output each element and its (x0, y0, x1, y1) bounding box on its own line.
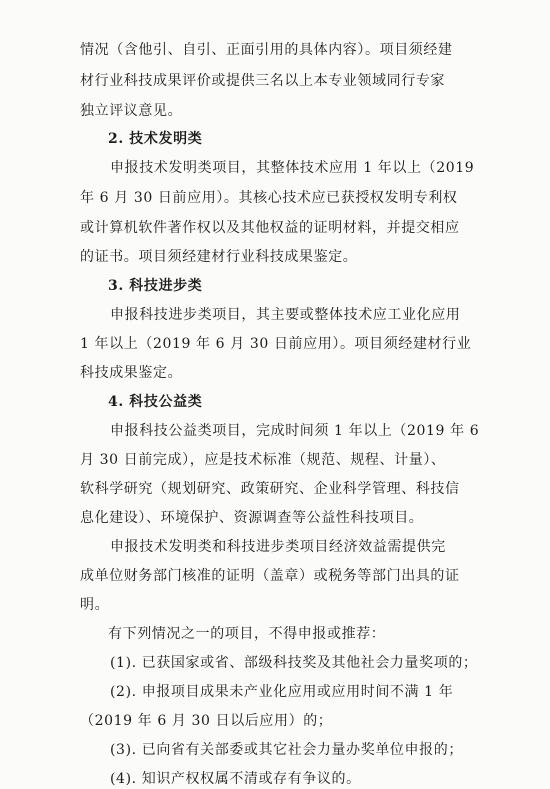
text-line: 明。 (80, 597, 110, 613)
section-heading: 3. 科技进步类 (108, 278, 203, 294)
text-line: 的证书。项目须经建材行业科技成果鉴定。 (80, 249, 358, 265)
text-line: 科技成果鉴定。 (80, 365, 183, 381)
list-item: (4). 知识产权权属不清或存有争议的。 (110, 771, 361, 787)
text-line: 1 年以上（2019 年 6 月 30 日前应用）。项目须经建材行业 (80, 336, 472, 352)
text-line: 年 6 月 30 日前应用）。其核心技术应已获授权发明专利权 (80, 190, 458, 206)
text-line: 申报科技进步类项目，其主要或整体技术应工业化应用 (110, 307, 461, 323)
list-item-continuation: （2019 年 6 月 30 日以后应用）的； (80, 713, 333, 729)
text-line: 申报技术发明类项目，其整体技术应用 1 年以上（2019 (110, 160, 475, 176)
section-heading: 4. 科技公益类 (108, 394, 203, 410)
text-line: 成单位财务部门核准的证明（盖章）或税务等部门出具的证 (80, 568, 460, 584)
list-item: (2). 申报项目成果未产业化应用或应用时间不满 1 年 (110, 684, 454, 700)
section-heading: 2. 技术发明类 (108, 131, 203, 147)
text-line: 申报技术发明类和科技进步类项目经济效益需提供完 (110, 539, 446, 555)
text-line: 息化建设）、环境保护、资源调查等公益性科技项目。 (80, 510, 424, 526)
text-line: 软科学研究（规划研究、政策研究、企业科学管理、科技信 (80, 481, 460, 497)
list-item: (3). 已向省有关部委或其它社会力量办奖单位申报的； (110, 742, 463, 758)
list-item: (1). 已获国家或省、部级科技奖及其他社会力量奖项的； (110, 655, 478, 671)
text-line: 有下列情况之一的项目，不得申报或推荐： (108, 626, 386, 642)
text-line: 情况（含他引、自引、正面引用的具体内容）。项目须经建 (80, 42, 453, 58)
text-line: 或计算机软件著作权以及其他权益的证明材料，并提交相应 (80, 220, 460, 236)
text-line: 独立评议意见。 (80, 103, 183, 119)
text-line: 月 30 日前完成），应是技术标准（规范、规程、计量）、 (80, 452, 446, 468)
text-line: 申报科技公益类项目，完成时间须 1 年以上（2019 年 6 (110, 423, 480, 439)
text-line: 材行业科技成果评价或提供三名以上本专业领域同行专家 (80, 73, 445, 89)
